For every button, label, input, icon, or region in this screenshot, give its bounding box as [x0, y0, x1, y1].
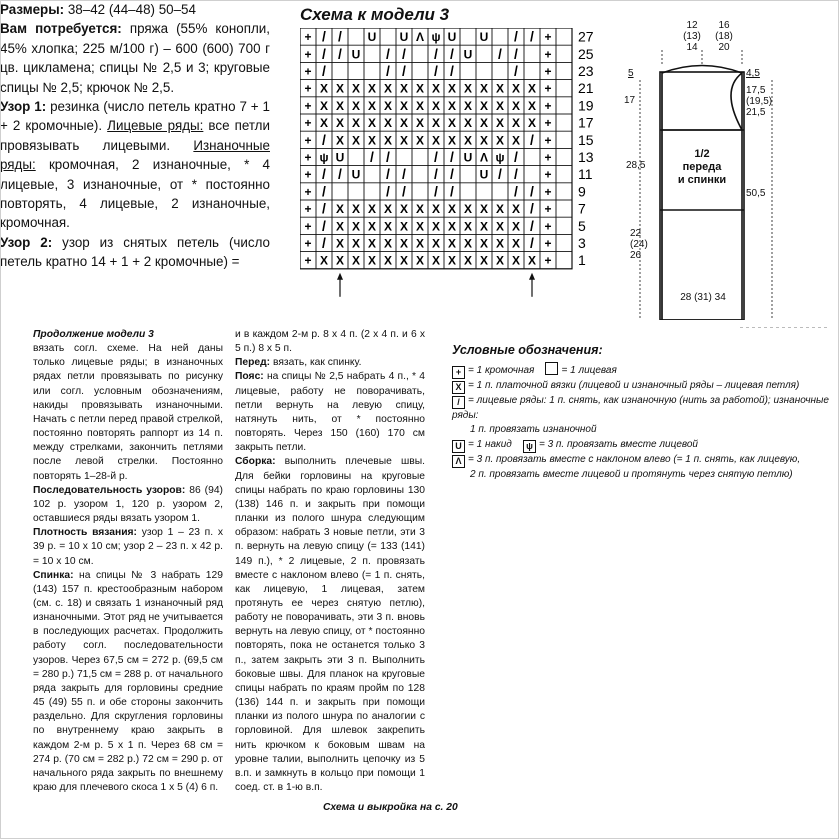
chart-symbol: /	[434, 182, 438, 199]
chart-symbol: X	[383, 202, 393, 217]
chart-symbol: /	[514, 165, 518, 182]
chart-symbol: U	[335, 150, 345, 165]
chart-symbol: +	[304, 133, 312, 148]
chart-symbol: X	[479, 219, 489, 234]
chart-row-number: 11	[578, 166, 593, 183]
chart-title: Схема к модели 3	[300, 5, 450, 24]
chart-symbol: +	[304, 253, 312, 268]
chart-symbol: /	[514, 62, 518, 79]
chart-symbol: +	[304, 219, 312, 234]
chart-symbol: /	[322, 131, 326, 148]
assembly-label: Сборка:	[235, 456, 276, 468]
neck-width-label: 12 (13) 14	[683, 20, 701, 53]
chart-symbol: X	[367, 236, 377, 251]
chart-symbol: /	[450, 45, 454, 62]
pattern2-text: узор из снятых петель (число петель кратно 14 + 1 + 2 кромочные) =	[0, 234, 270, 270]
pattern2-label: Узор 2:	[0, 234, 53, 250]
chart-row-number: 15	[578, 131, 594, 148]
chart-symbol: +	[304, 150, 312, 165]
chart-symbol: /	[450, 148, 454, 165]
chart-symbol: X	[367, 202, 377, 217]
legend-row-5: Λ = 3 п. провязать вместе с наклоном влево (= 1 п. снять, как лицевую,	[452, 453, 837, 468]
chart-symbol: X	[463, 133, 473, 148]
chart-symbol: /	[434, 148, 438, 165]
continuation-heading: Продолжение модели 3	[33, 329, 154, 340]
chart-symbol: Λ	[479, 150, 489, 165]
chart-symbol: X	[511, 116, 521, 131]
chart-symbol: X	[351, 133, 361, 148]
chart-symbol: +	[544, 167, 552, 182]
legend-row-3: / = лицевые ряды: 1 п. снять, как изнаночную (нить за работой); изнаночные ряды:	[452, 394, 829, 421]
chart-row-number: 13	[578, 149, 594, 165]
chart-symbol: X	[527, 98, 537, 113]
chart-symbol: /	[386, 148, 390, 165]
chart-symbol: +	[544, 98, 552, 113]
left-top-label: 5	[628, 68, 634, 79]
chart-symbol: X	[415, 133, 425, 148]
belt-label: Пояс:	[235, 371, 264, 383]
repeat-arrow-head	[529, 273, 535, 280]
chart-symbol: X	[447, 219, 457, 234]
chart-symbol: /	[386, 182, 390, 199]
legend-row-5b: 2 п. провязать вместе лицевой и протянуть через снятую петлю)	[470, 468, 793, 480]
chart-symbol: /	[498, 45, 502, 62]
chart-symbol: X	[383, 81, 393, 96]
chart-symbol: X	[527, 81, 537, 96]
chart-symbol: U	[479, 167, 489, 182]
sizes-value: 38–42 (44–48) 50–54	[67, 2, 196, 17]
chart-symbol: X	[367, 98, 377, 113]
legend-title: Условные обозначения:	[452, 343, 603, 357]
chart-symbol: X	[511, 133, 521, 148]
chart-symbol: X	[479, 116, 489, 131]
chart-symbol: +	[304, 236, 312, 251]
chart-symbol: X	[479, 202, 489, 217]
sk2p-icon: Λ	[452, 455, 465, 468]
chart-symbol: +	[544, 30, 552, 45]
chart-symbol: X	[319, 98, 329, 113]
legend-row-4: U = 1 накид ψ = 3 п. провязать вместе лицевой	[452, 438, 837, 453]
bottom-left-label: 22 (24) 26	[630, 228, 648, 261]
chart-symbol: X	[335, 219, 345, 234]
chart-symbol: X	[431, 202, 441, 217]
chart-symbol: /	[338, 165, 342, 182]
legend-row-2: X = 1 п. платочной вязки (лицевой и изнаночный ряды – лицевая петля)	[452, 379, 837, 394]
chart-row-number: 7	[578, 200, 586, 217]
chart-symbol: X	[319, 81, 329, 96]
chart-symbol: U	[351, 47, 361, 62]
chart-symbol: +	[544, 150, 552, 165]
knit-stitch-icon	[545, 362, 558, 375]
chart-symbol: /	[450, 165, 454, 182]
chart-symbol: X	[335, 202, 345, 217]
chart-symbol: X	[495, 116, 505, 131]
chart-symbol: /	[434, 165, 438, 182]
armhole-left-label: 17	[624, 95, 636, 106]
chart-symbol: /	[450, 182, 454, 199]
chart-symbol: X	[511, 219, 521, 234]
sizes-label: Размеры:	[0, 2, 65, 17]
chart-symbol: X	[495, 219, 505, 234]
chart-row-number: 23	[578, 63, 594, 79]
chart-symbol: /	[322, 62, 326, 79]
chart-symbol: X	[511, 236, 521, 251]
seq-text: 86 (94) 102 р. узором 1, 120 р. узором 2, оставшиеся ряды вязать узором 1.	[33, 484, 223, 525]
chart-symbol: X	[447, 81, 457, 96]
chart-symbol: /	[530, 200, 534, 217]
chart-symbol: /	[370, 148, 374, 165]
chart-symbol: X	[399, 202, 409, 217]
chart-symbol: X	[447, 253, 457, 268]
chart-row-number: 5	[578, 217, 586, 234]
pattern1-label: Узор 1:	[0, 99, 47, 115]
chart-symbol: /	[402, 62, 406, 79]
chart-symbol: Λ	[415, 30, 425, 45]
chart-symbol: /	[386, 62, 390, 79]
chart-symbol: X	[431, 253, 441, 268]
chart-symbol: +	[304, 184, 312, 199]
chart-symbol: X	[447, 202, 457, 217]
chart-symbol: /	[322, 45, 326, 62]
chart-symbol: /	[514, 148, 518, 165]
chart-symbol: U	[463, 47, 473, 62]
chart-symbol: X	[335, 116, 345, 131]
chart-symbol: +	[304, 47, 312, 62]
chart-row-number: 27	[578, 28, 594, 45]
chart-symbol: X	[399, 236, 409, 251]
chart-symbol: +	[544, 236, 552, 251]
front-rows-text: все петли провязывать лицевыми.	[0, 118, 270, 153]
chart-symbol: X	[399, 253, 409, 268]
chart-symbol: X	[383, 236, 393, 251]
chart-symbol: X	[511, 202, 521, 217]
chart-row-number: 21	[578, 80, 594, 97]
chart-symbol: /	[402, 165, 406, 182]
chart-symbol: X	[367, 253, 377, 268]
chart-symbol: U	[479, 30, 489, 45]
chart-symbol: /	[514, 45, 518, 62]
chart-symbol: X	[351, 219, 361, 234]
chart-symbol: X	[367, 81, 377, 96]
footer-reference: Схема и выкройка на с. 20	[323, 802, 458, 813]
chart-symbol: X	[527, 253, 537, 268]
chart-symbol: X	[495, 98, 505, 113]
sewing-pattern	[622, 20, 837, 320]
chart-symbol: /	[530, 182, 534, 199]
chart-symbol: +	[544, 219, 552, 234]
chart-symbol: X	[495, 202, 505, 217]
chart-symbol: +	[304, 64, 312, 79]
chart-symbol: X	[463, 253, 473, 268]
chart-symbol: /	[514, 28, 518, 45]
chart-symbol: +	[544, 133, 552, 148]
density-label: Плотность вязания:	[33, 527, 137, 539]
chart-symbol: +	[304, 202, 312, 217]
chart-symbol: X	[511, 98, 521, 113]
yarn-text: пряжа (55% конопли, 45% хлопка; 225 м/100 г) – 600 (600) 700 г цв. цикламена; спицы № 2,5 и 3; круговые спицы № 2,5; крючок № 2,5.	[0, 21, 270, 95]
chart-symbol: /	[530, 131, 534, 148]
chart-symbol: X	[495, 236, 505, 251]
yarn-over-icon: U	[452, 440, 465, 453]
chart-symbol: /	[322, 217, 326, 234]
chart-symbol: X	[399, 116, 409, 131]
edge-stitch-icon: +	[452, 366, 465, 379]
chart-symbol: /	[322, 200, 326, 217]
chart-symbol: U	[367, 30, 377, 45]
chart-symbol: X	[415, 219, 425, 234]
chart-symbol: /	[322, 234, 326, 251]
chart-row-number: 17	[578, 114, 594, 131]
chart-symbol: X	[351, 253, 361, 268]
text-column-2	[235, 328, 425, 795]
seq-label: Последовательность узоров:	[33, 484, 186, 496]
chart-symbol: X	[335, 236, 345, 251]
chart-row-number: 1	[578, 252, 586, 269]
chart-symbol: X	[479, 133, 489, 148]
right-top-label: 4,5	[746, 68, 760, 79]
assembly-text: выполнить плечевые швы. Для бейки горловины на круговые спицы набрать по краю горловины 130 (138) 146 п. и закрыть при помощи планки из полого шнура следующим образом: набрать 3 новые петли, эти 3 п. вернуть на левую спицу (= 133 (141) 149 п.), * 2 лицевые, 2 п. провязать вместе с наклоном влево (= 1 п. снять, как лицевую, 1 лицевая, затем протянуть ее через снятую петлю), работу не поворачивать, эти 3 п. вновь вернуть на левую спицу, от * постоянно повторять, пока не останется только 3 п., затем закрыть эти 3 п. Выполнить боковые швы. Для планок на круговые спицы набрать по краям пройм по 128 (136) 144 п. и закрыть при помощи планки из полого шнура по аналогии с горловиной. Для шлевок закрепить нить крючком к боковым швам на уровне талии, выполнить цепочку из 5 в.п. и замкнуть в кольцо при помощи 1 соед. ст. в 1-ю в.п.	[235, 456, 425, 793]
armhole-right-label: 17,5 (19,5) 21,5	[746, 85, 773, 118]
slip-stitch-icon: /	[452, 396, 465, 409]
chart-symbol: +	[544, 253, 552, 268]
chart-symbol: +	[544, 81, 552, 96]
chart-symbol: /	[322, 28, 326, 45]
chart-symbol: +	[304, 81, 312, 96]
chart-symbol: X	[383, 133, 393, 148]
front-rows-label: Лицевые ряды:	[107, 118, 204, 134]
chart-symbol: X	[399, 133, 409, 148]
side-right-label: 50,5	[746, 188, 766, 199]
chart-symbol: X	[495, 81, 505, 96]
mid-left-label: 28,5	[626, 160, 646, 171]
chart-symbol: X	[479, 81, 489, 96]
bottom-width-label: 28 (31) 34	[680, 292, 726, 303]
chart-symbol: X	[431, 133, 441, 148]
chart-symbol: /	[322, 182, 326, 199]
chart-symbol: X	[431, 236, 441, 251]
chart-symbol: X	[367, 116, 377, 131]
chart-symbol: X	[479, 253, 489, 268]
cont-text: и в каждом 2-м р. 8 х 4 п. (2 х 4 п. и 6 х 5 п.) 8 х 5 п.	[235, 329, 425, 355]
front-label: Перед:	[235, 357, 271, 369]
pattern1-text: резинка (число петель кратно 7 + 1 + 2 кромочные).	[0, 99, 270, 134]
chart-symbol: X	[335, 133, 345, 148]
chart-symbol: X	[367, 219, 377, 234]
back-text: на спицы № 3 набрать 129 (143) 157 п. крестообразным набором (см. с. 18) и связать 1 изнаночный ряд изнаночными. Этот ряд не учитывается в последующих расчетах. Продолжить работу согл. последовательности узоров. Через 67,5 см = 272 р. (69,5 см = 280 р.) 71,5 см = 288 р. от начального ряда закрыть для горловины средние 45 (49) 55 п. и обе стороны закончить раздельно. Для скругления горловины по внутреннему краю закрыть в каждом 2-м р. 5 х 1 п. Через 68 см = 274 р. (70 см = 282 р.) 72 см = 290 р. от начального ряда закрыть по внешнему краю для плечевого скоса 1 х 5 (4) 6 п.	[33, 569, 223, 793]
chart-symbol: X	[335, 253, 345, 268]
chart-symbol: ψ	[431, 30, 441, 45]
chart-row-number: 3	[578, 235, 586, 251]
chart-symbol: +	[544, 64, 552, 79]
chart-symbol: X	[431, 116, 441, 131]
chart-symbol: /	[338, 28, 342, 45]
chart-symbol: X	[479, 98, 489, 113]
chart-symbol: /	[338, 45, 342, 62]
legend-row-1: + = 1 кромочная = 1 лицевая	[452, 362, 837, 379]
back-rows-text: кромочная, 2 изнаночные, * 4 лицевые, 3 изнаночные, от * постоянно повторять, 4 лицевые, 2 изнаночные, кромочная.	[0, 157, 270, 231]
front-text: вязать, как спинку.	[272, 357, 362, 369]
chart-symbol: X	[383, 253, 393, 268]
chart-symbol: X	[415, 98, 425, 113]
chart-symbol: /	[530, 234, 534, 251]
chart-symbol: X	[415, 81, 425, 96]
chart-symbol: /	[386, 165, 390, 182]
chart-symbol: X	[463, 98, 473, 113]
chart-symbol: ψ	[319, 150, 329, 165]
chart-symbol: +	[304, 98, 312, 113]
knitting-chart	[300, 28, 620, 308]
chart-symbol: X	[399, 98, 409, 113]
chart-symbol: /	[434, 45, 438, 62]
chart-symbol: U	[447, 30, 457, 45]
chart-symbol: /	[402, 45, 406, 62]
chart-symbol: +	[544, 116, 552, 131]
chart-symbol: /	[450, 62, 454, 79]
text-column-1	[33, 328, 223, 795]
chart-symbol: +	[544, 184, 552, 199]
chart-symbol: U	[351, 167, 361, 182]
piece-label: 1/2 переда и спинки	[677, 148, 727, 186]
chart-symbol: X	[431, 219, 441, 234]
chart-symbol: X	[527, 116, 537, 131]
garter-stitch-icon: X	[452, 381, 465, 394]
repeat-arrow-head	[337, 273, 343, 280]
chart-symbol: +	[304, 30, 312, 45]
chart-symbol: X	[431, 98, 441, 113]
chart-symbol: X	[415, 202, 425, 217]
section-divider	[740, 327, 830, 328]
chart-symbol: /	[530, 217, 534, 234]
chart-symbol: X	[463, 81, 473, 96]
chart-symbol: +	[544, 202, 552, 217]
chart-symbol: X	[351, 236, 361, 251]
chart-symbol: X	[431, 81, 441, 96]
chart-symbol: X	[463, 219, 473, 234]
chart-symbol: +	[304, 167, 312, 182]
chart-symbol: U	[463, 150, 473, 165]
chart-symbol: X	[383, 219, 393, 234]
chart-symbol: X	[399, 219, 409, 234]
chart-symbol: X	[351, 202, 361, 217]
chart-symbol: +	[544, 47, 552, 62]
chart-symbol: /	[498, 165, 502, 182]
chart-symbol: X	[463, 236, 473, 251]
chart-symbol: X	[415, 236, 425, 251]
chart-row-number: 19	[578, 97, 594, 114]
chart-symbol: X	[351, 98, 361, 113]
k3tog-icon: ψ	[523, 440, 536, 453]
para-intro: вязать согл. схеме. На ней даны только лицевые ряды; в изнаночных рядах петли провязывать по рисунку или согл. условным обозначениям, накиды провязывать изнаночными. Начать с петли перед правой стрелкой, постоянно повторять раппорт из 14 п. между стрелками, закончить петлями после левой стрелки. Постоянно повторять 1–28-й р.	[33, 343, 223, 482]
chart-symbol: X	[351, 81, 361, 96]
chart-symbol: X	[383, 98, 393, 113]
chart-symbol: X	[351, 116, 361, 131]
chart-symbol: X	[319, 253, 329, 268]
chart-symbol: /	[434, 62, 438, 79]
chart-symbol: X	[415, 116, 425, 131]
chart-symbol: X	[511, 81, 521, 96]
chart-symbol: /	[386, 45, 390, 62]
chart-symbol: /	[402, 182, 406, 199]
chart-symbol: X	[495, 133, 505, 148]
chart-symbol: X	[319, 116, 329, 131]
chart-symbol: X	[447, 236, 457, 251]
chart-symbol: /	[322, 165, 326, 182]
chart-symbol: X	[479, 236, 489, 251]
chart-symbol: X	[383, 116, 393, 131]
legend	[452, 343, 837, 482]
back-label: Спинка:	[33, 569, 74, 581]
chart-symbol: X	[447, 98, 457, 113]
chart-symbol: X	[415, 253, 425, 268]
chart-symbol: X	[511, 253, 521, 268]
chart-symbol: X	[463, 116, 473, 131]
chart-symbol: X	[495, 253, 505, 268]
chart-row-number: 25	[578, 45, 594, 62]
back-rows-label: Изнаночные ряды:	[0, 137, 270, 173]
chart-symbol: +	[304, 116, 312, 131]
chart-symbol: X	[463, 202, 473, 217]
chart-symbol: X	[367, 133, 377, 148]
yarn-label: Вам потребуется:	[0, 21, 122, 37]
chart-symbol: X	[399, 81, 409, 96]
legend-row-3b: 1 п. провязать изнаночной	[470, 424, 597, 435]
chart-symbol: X	[447, 133, 457, 148]
chart-symbol: ψ	[495, 150, 505, 165]
chart-symbol: U	[399, 30, 409, 45]
chart-symbol: X	[447, 116, 457, 131]
shoulder-width-label: 16 (18) 20	[715, 20, 733, 53]
density-text: узор 1 – 23 п. х 39 р. = 10 х 10 см; узор 2 – 23 п. х 42 р. = 10 х 10 см.	[33, 527, 223, 567]
chart-symbol: /	[530, 28, 534, 45]
belt-text: на спицы № 2,5 набрать 4 п., * 4 лицевые, работу не поворачивать, петли вернуть на левую спицу, натянуть нить, от * постоянно повторять. Через 150 (160) 170 см закрыть петли.	[235, 371, 425, 454]
chart-symbol: X	[335, 81, 345, 96]
chart-row-number: 9	[578, 183, 586, 200]
chart-symbol: X	[335, 98, 345, 113]
chart-symbol: /	[514, 182, 518, 199]
